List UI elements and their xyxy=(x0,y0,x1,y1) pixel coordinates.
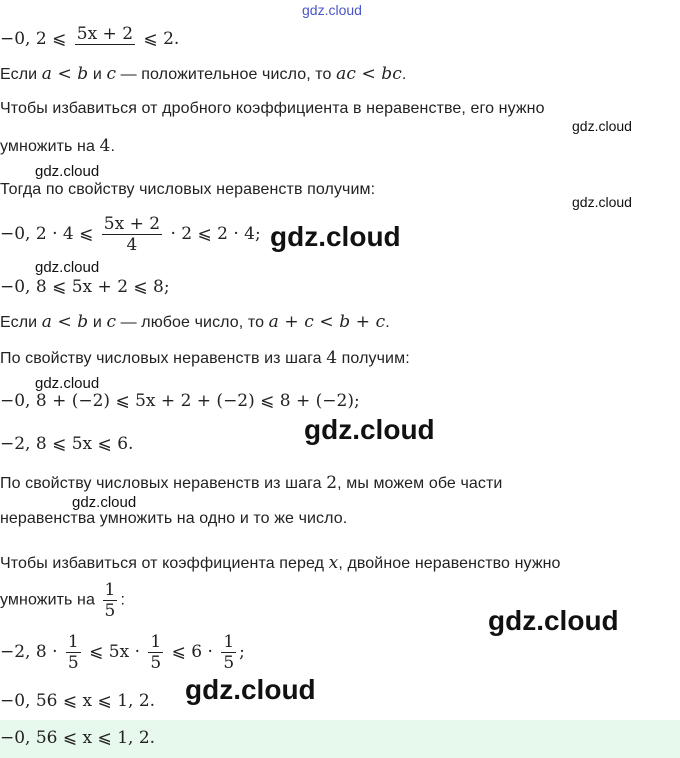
text: По свойству числовых неравенств из шага xyxy=(0,475,327,492)
watermark-top: gdz.cloud xyxy=(302,2,362,18)
paragraph-3 xyxy=(0,348,410,368)
rule-text-1 xyxy=(0,64,406,84)
watermark: gdz.cloud xyxy=(35,163,100,180)
math-text: −0, 2 ⩽ xyxy=(0,29,72,49)
math-inline: x xyxy=(328,553,339,573)
paragraph-4a xyxy=(0,473,502,493)
math-inline: a < b xyxy=(41,64,89,84)
text: и xyxy=(88,314,107,331)
fraction-denominator xyxy=(75,44,135,55)
fraction-denominator: 5 xyxy=(223,653,235,673)
math-text: ⩽ 5x · xyxy=(83,642,146,662)
math-text: −2, 8 · xyxy=(0,642,63,662)
inequality-line-1 xyxy=(0,24,179,55)
paragraph-4b: неравенства умножить на одно и то же число. xyxy=(0,510,348,527)
watermark: gdz.cloud xyxy=(572,194,632,210)
text: , двойное неравенство нужно xyxy=(338,555,561,572)
text: . xyxy=(110,138,115,155)
fraction xyxy=(148,632,163,673)
math-inline: 4 xyxy=(99,136,111,156)
fraction-denominator: 5 xyxy=(150,653,162,673)
math-inline: 2 xyxy=(326,473,338,493)
watermark: gdz.cloud xyxy=(572,118,632,134)
text: Если xyxy=(0,314,42,331)
watermark: gdz.cloud xyxy=(35,259,100,276)
fraction xyxy=(221,632,236,673)
inequality-line-4: −0, 8 + (−2) ⩽ 5x + 2 + (−2) ⩽ 8 + (−2); xyxy=(0,391,360,411)
math-text: · 2 ⩽ 2 · 4; xyxy=(165,224,261,244)
rule-text-2 xyxy=(0,312,390,332)
text: . xyxy=(401,66,407,83)
text: — положительное число, то xyxy=(116,66,337,83)
paragraph-2: Тогда по свойству числовых неравенств получим: xyxy=(0,181,376,198)
fraction-denominator: 5 xyxy=(104,601,116,621)
math-text: ⩽ 2. xyxy=(138,29,180,49)
math-inline: 4 xyxy=(326,348,338,368)
paragraph-5a xyxy=(0,553,561,573)
text: умножить на xyxy=(0,591,100,609)
text: Если xyxy=(0,66,42,83)
text: и xyxy=(88,66,107,83)
watermark: gdz.cloud xyxy=(35,375,100,392)
paragraph-1b xyxy=(0,136,115,156)
fraction xyxy=(66,632,81,673)
math-text: ⩽ 6 · xyxy=(166,642,219,662)
fraction xyxy=(102,214,162,255)
text: умножить на xyxy=(0,138,100,155)
fraction-numerator: 5x + 2 xyxy=(103,214,161,234)
math-inline: c xyxy=(106,312,117,332)
answer-box xyxy=(0,720,680,758)
paragraph-5b xyxy=(0,580,125,621)
fraction-denominator: 5 xyxy=(67,653,79,673)
answer-text: −0, 56 ⩽ x ⩽ 1, 2. xyxy=(0,728,156,748)
inequality-line-5: −2, 8 ⩽ 5x ⩽ 6. xyxy=(0,434,134,454)
fraction xyxy=(75,24,135,55)
text: Чтобы избавиться от коэффициента перед xyxy=(0,555,329,572)
inequality-line-6 xyxy=(0,632,245,673)
text: — любое число, то xyxy=(116,314,269,331)
text: : xyxy=(120,591,125,609)
watermark: gdz.cloud xyxy=(72,494,137,511)
watermark: gdz.cloud xyxy=(488,605,619,636)
math-inline: a + c < b + c xyxy=(268,312,386,332)
fraction-denominator: 4 xyxy=(102,234,162,255)
fraction xyxy=(103,580,118,621)
inequality-line-7: −0, 56 ⩽ x ⩽ 1, 2. xyxy=(0,691,156,711)
fraction-numerator: 1 xyxy=(67,632,79,652)
watermark: gdz.cloud xyxy=(185,674,316,705)
math-inline: ac < bc xyxy=(336,64,402,84)
inequality-line-3: −0, 8 ⩽ 5x + 2 ⩽ 8; xyxy=(0,277,170,297)
fraction-numerator: 5x + 2 xyxy=(76,24,134,44)
inequality-line-2 xyxy=(0,214,261,255)
text: получим: xyxy=(337,350,410,367)
fraction-numerator: 1 xyxy=(104,580,116,600)
fraction-numerator: 1 xyxy=(150,632,162,652)
text: . xyxy=(385,314,390,331)
text: , мы можем обе части xyxy=(337,475,503,492)
math-inline: c xyxy=(106,64,117,84)
math-inline: a < b xyxy=(41,312,89,332)
paragraph-1a: Чтобы избавиться от дробного коэффициента в неравенстве, его нужно xyxy=(0,100,545,117)
math-text: −0, 2 · 4 ⩽ xyxy=(0,224,99,244)
text: По свойству числовых неравенств из шага xyxy=(0,350,327,367)
watermark: gdz.cloud xyxy=(270,221,401,252)
math-text: ; xyxy=(239,642,245,662)
watermark: gdz.cloud xyxy=(304,414,435,445)
fraction-numerator: 1 xyxy=(223,632,235,652)
